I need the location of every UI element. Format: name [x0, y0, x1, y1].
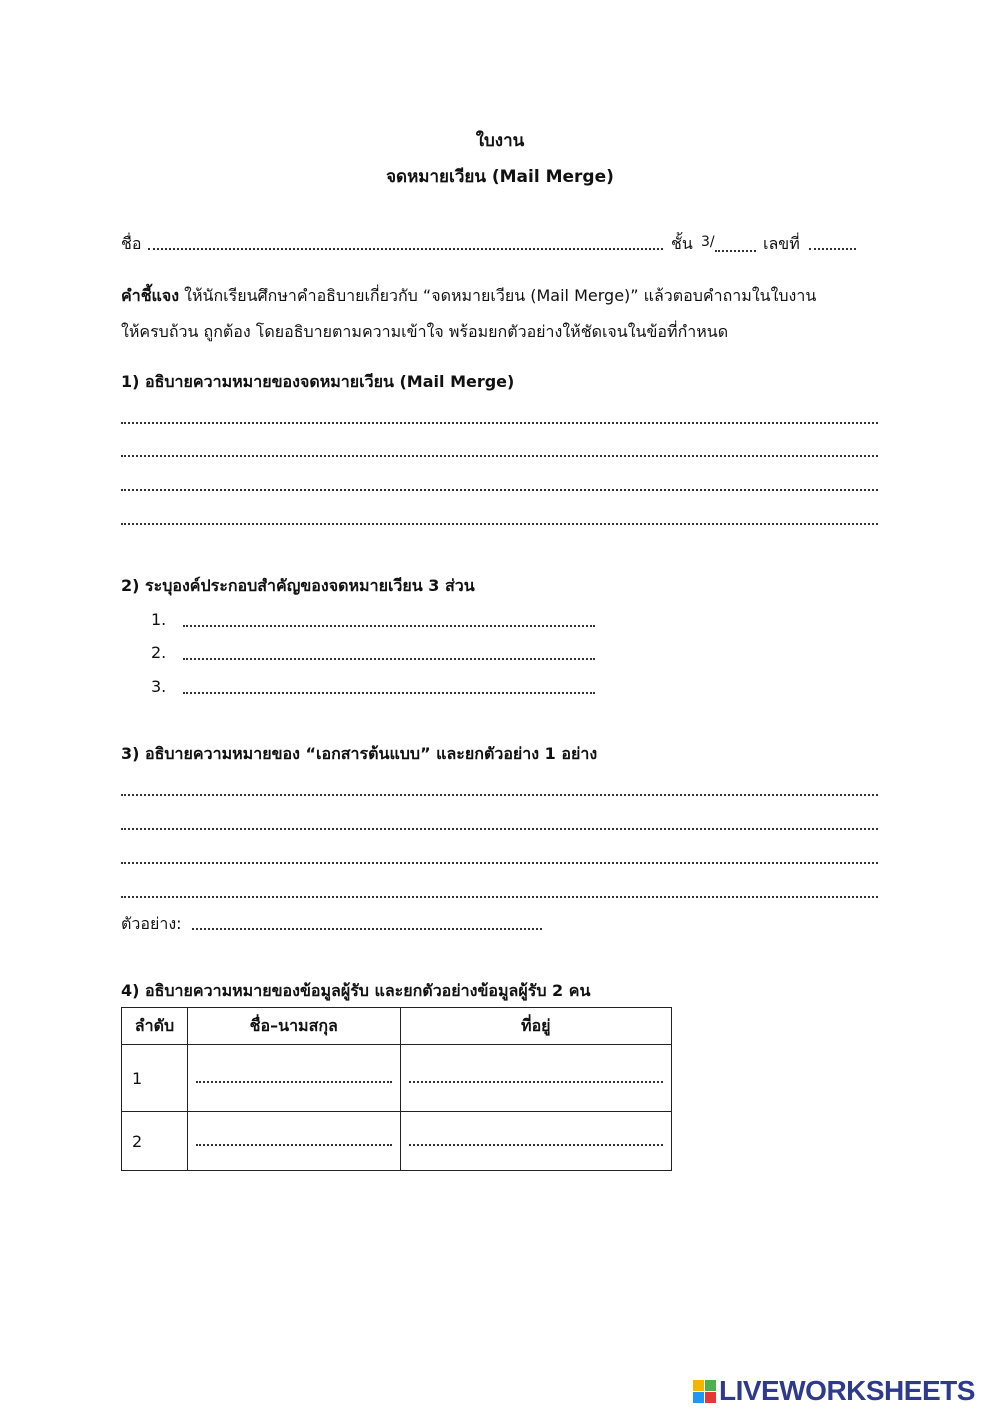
class-prefix: 3/: [701, 234, 715, 250]
name-answer-line-2[interactable]: [196, 1144, 392, 1146]
col-header-order: ลำดับ: [122, 1008, 188, 1045]
recipient-table: [121, 1007, 672, 1171]
table-header-row: [122, 1008, 672, 1045]
col-header-name: ชื่อ–นามสกุล: [187, 1008, 400, 1045]
answer-line-q3-3[interactable]: [121, 862, 878, 864]
q2-item-number-2: 2.: [151, 643, 167, 662]
example-label: ตัวอย่าง:: [121, 914, 182, 933]
answer-line-q1-1[interactable]: [121, 422, 878, 424]
address-cell[interactable]: [400, 1112, 671, 1171]
page-title: ใบงาน: [475, 131, 525, 151]
answer-line-q2-2[interactable]: [183, 658, 595, 660]
answer-line-q1-3[interactable]: [121, 489, 878, 491]
q2-item-number-3: 3.: [151, 677, 167, 696]
page-subtitle: จดหมายเวียน (Mail Merge): [386, 167, 614, 187]
question-3-title: 3) อธิบายความหมายของ “เอกสารต้นแบบ” และยกตัวอย่าง 1 อย่าง: [121, 744, 598, 763]
answer-line-q1-2[interactable]: [121, 455, 878, 457]
instructions-label: คำชี้แจง: [121, 286, 180, 305]
brand-name: LIVEWORKSHEETS: [719, 1375, 975, 1406]
name-label: ชื่อ: [121, 234, 142, 253]
logo-square: [705, 1380, 716, 1391]
row-number: 2: [122, 1112, 188, 1171]
instructions-text1: ให้นักเรียนศึกษาคำอธิบายเกี่ยวกับ “จดหมายเวียน (Mail Merge)” แล้วตอบคำถามในใบงาน: [184, 286, 817, 305]
answer-line-q3-4[interactable]: [121, 896, 878, 898]
instructions-line1: [121, 284, 816, 309]
row-number: 1: [122, 1045, 188, 1112]
logo-square: [693, 1392, 704, 1403]
class-field[interactable]: [715, 250, 756, 252]
answer-line-q2-3[interactable]: [183, 692, 595, 694]
table-row: [122, 1045, 672, 1112]
answer-line-q3-2[interactable]: [121, 828, 878, 830]
answer-line-q1-4[interactable]: [121, 523, 878, 525]
q2-item-number-1: 1.: [151, 610, 167, 629]
logo-square: [693, 1380, 704, 1391]
table-row: [122, 1112, 672, 1171]
question-2-title: 2) ระบุองค์ประกอบสำคัญของจดหมายเวียน 3 ส่วน: [121, 576, 475, 595]
answer-line-q2-1[interactable]: [183, 625, 595, 627]
name-answer-line-1[interactable]: [196, 1081, 392, 1083]
number-field[interactable]: [809, 248, 856, 250]
class-label: ชั้น: [671, 234, 693, 253]
logo-square: [705, 1392, 716, 1403]
number-label: เลขที่: [763, 234, 800, 253]
question-4-title: 4) อธิบายความหมายของข้อมูลผู้รับ และยกตัวอย่างข้อมูลผู้รับ 2 คน: [121, 981, 591, 1000]
liveworksheets-brand[interactable]: [693, 1376, 975, 1406]
liveworksheets-logo-icon: [693, 1380, 716, 1403]
answer-line-q3-1[interactable]: [121, 794, 878, 796]
name-cell[interactable]: [187, 1112, 400, 1171]
address-answer-line-1[interactable]: [409, 1081, 663, 1083]
address-answer-line-2[interactable]: [409, 1144, 663, 1146]
name-cell[interactable]: [187, 1045, 400, 1112]
instructions-line2: ให้ครบถ้วน ถูกต้อง โดยอธิบายตามความเข้าใจ พร้อมยกตัวอย่างให้ชัดเจนในข้อที่กำหนด: [121, 322, 729, 341]
address-cell[interactable]: [400, 1045, 671, 1112]
name-field[interactable]: [148, 248, 663, 250]
example-field[interactable]: [192, 928, 542, 930]
col-header-address: ที่อยู่: [400, 1008, 671, 1045]
question-1-title: 1) อธิบายความหมายของจดหมายเวียน (Mail Merge): [121, 372, 515, 391]
